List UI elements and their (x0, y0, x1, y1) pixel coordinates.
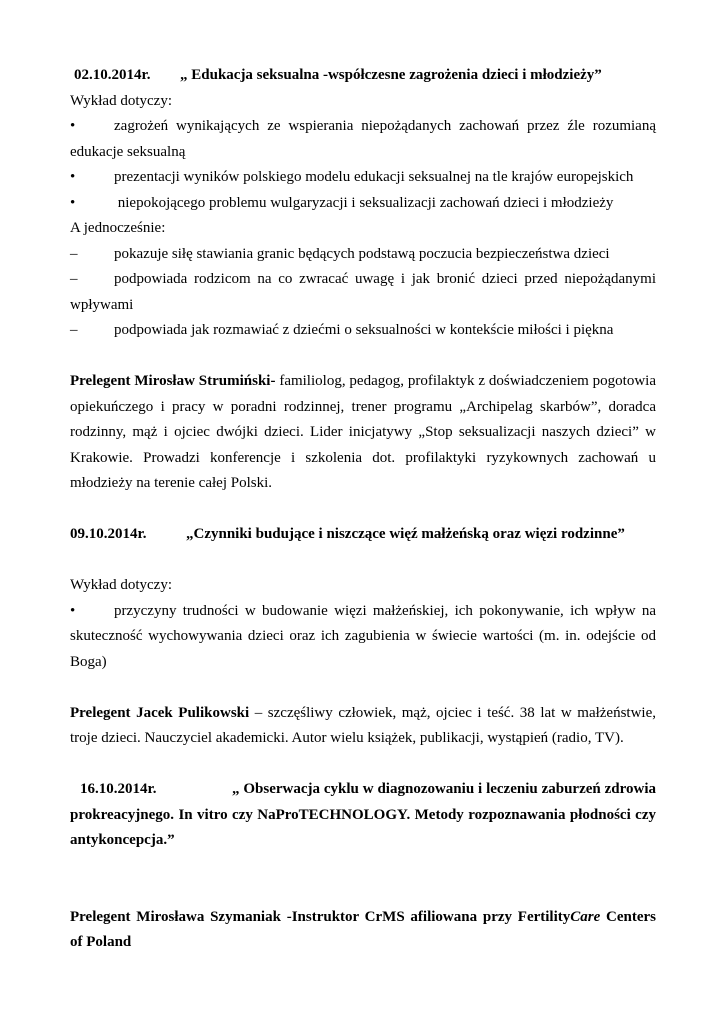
lecture1-date: 02.10.2014r. (74, 67, 151, 83)
lecture3-header (70, 777, 656, 854)
dash-mark: – (70, 245, 78, 262)
lecture1-bullet (70, 114, 656, 165)
lecture2-speaker (70, 701, 656, 752)
bullet-mark: • (70, 169, 76, 185)
lecture2-speaker-bio: – szczęśliwy człowiek, mąż, ojciec i teść. 38 lat w małżeństwie, troje dzieci. Nauczyciel akademicki. Autor wielu książek, publikacji, wystąpień (radio, TV). (70, 704, 656, 746)
lecture2-intro: Wykład dotyczy: (70, 577, 172, 593)
lecture1-dash-item (70, 318, 656, 344)
lecture3-speaker (70, 905, 656, 956)
dash-mark: – (70, 271, 78, 287)
lecture2-title: „Czynniki budujące i niszczące więź małżeńską oraz więzi rodzinne” (186, 526, 625, 542)
lecture2-date: 09.10.2014r. (70, 526, 147, 542)
lecture2-bullet (70, 599, 656, 676)
lecture1-header (70, 63, 656, 89)
lecture1-dash-item (70, 267, 656, 318)
lecture2-header (70, 522, 656, 548)
bullet-mark: • (70, 602, 76, 619)
lecture3-speaker-text: Prelegent Mirosława Szymaniak -Instruktor CrMS afiliowana przy Fertility (70, 908, 571, 925)
lecture1-also-label: A jednocześnie: (70, 220, 166, 236)
lecture1-intro: Wykład dotyczy: (70, 92, 172, 109)
lecture1-speaker (70, 369, 656, 497)
bullet-mark: • (70, 118, 76, 134)
lecture3-speaker-text-end: Centers of Poland (70, 908, 657, 950)
lecture1-bullet (70, 165, 656, 191)
lecture1-dash-text: podpowiada rodzicom na co zwracać uwagę i jak bronić dzieci przed niepożądanymi wpływami (70, 271, 656, 313)
lecture1-bullet-text: prezentacji wyników polskiego modelu edukacji seksualnej na tle krajów europejskich (114, 169, 634, 185)
lecture1-bullet-text: niepokojącego problemu wulgaryzacji i seksualizacji zachowań dzieci i młodzieży (114, 194, 614, 211)
dash-mark: – (70, 322, 78, 338)
lecture1-dash-item (70, 242, 656, 268)
lecture1-speaker-bio: familiolog, pedagog, profilaktyk z doświadczeniem pogotowia opiekuńczego i pracy w poradni rodzinnej, trener programu „Archipelag skarbów”, doradca rodzinny, mąż i ojciec dwójki dzieci. Lider inicjatywy „Stop seksualizacji naszych dzieci” w Krakowie. Prowadzi konferencje i szkolenia dot. profilaktyki ryzykownych zachowań u młodzieży na terenie całej Polski. (70, 373, 656, 491)
lecture2-speaker-name: Prelegent Jacek Pulikowski (70, 704, 250, 721)
lecture3-speaker-italic: Care (570, 908, 601, 925)
lecture1-speaker-name: Prelegent Mirosław Strumiński- (70, 373, 276, 389)
lecture1-title: „ Edukacja seksualna -współczesne zagrożenia dzieci i młodzieży” (180, 67, 602, 83)
lecture1-bullet-text: zagrożeń wynikających ze wspierania niepożądanych zachowań przez źle rozumianą edukacje seksualną (70, 118, 656, 160)
lecture3-title: „ Obserwacja cyklu w diagnozowaniu i leczeniu zaburzeń zdrowia prokreacyjnego. In vitro czy NaProTECHNOLOGY. Metody rozpoznawania płodności czy antykoncepcja.” (70, 781, 656, 848)
lecture1-bullet (70, 191, 656, 217)
lecture2-bullet-text: przyczyny trudności w budowanie więzi małżeńskiej, ich pokonywanie, ich wpływ na skuteczność wychowywania dzieci oraz ich zagubienia w świecie wartości (m. in. odejście od Boga) (70, 602, 656, 670)
lecture1-dash-text: podpowiada jak rozmawiać z dziećmi o seksualności w kontekście miłości i piękna (114, 322, 614, 338)
lecture1-dash-text: pokazuje siłę stawiania granic będących podstawą poczucia bezpieczeństwa dzieci (114, 245, 610, 262)
bullet-mark: • (70, 194, 76, 211)
document-page (70, 63, 656, 956)
lecture3-date: 16.10.2014r. (80, 781, 157, 797)
